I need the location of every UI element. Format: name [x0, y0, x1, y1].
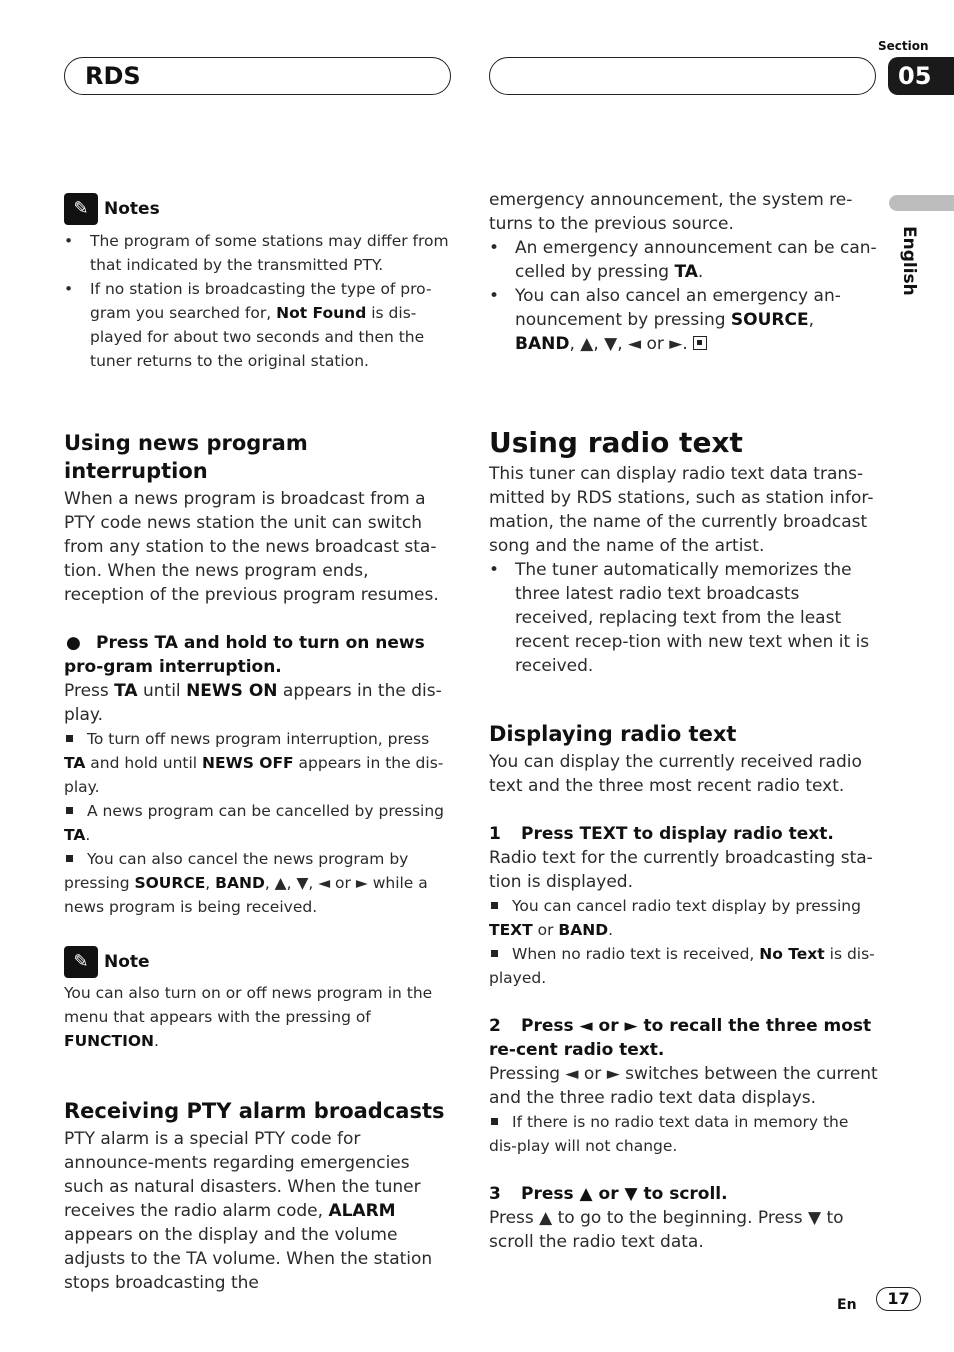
step-2: 2 Press ◄ or ► to recall the three most re-cent radio text.: [489, 1016, 872, 1060]
section-number: 05: [888, 57, 954, 95]
note-header: [64, 945, 454, 979]
list-item: • You can also cancel an emergency an-nouncement by pressing SOURCE, BAND, ▲, ▼, ◄ or ►.: [489, 286, 841, 354]
header-title: RDS: [85, 62, 141, 90]
radio-text-body: This tuner can display radio text data trans-mitted by RDS stations, such as station infor-mation, the name of the currently broadcast song and the name of the artist.: [489, 464, 874, 556]
notes-label: Notes: [104, 199, 160, 219]
right-column: [489, 188, 879, 1254]
notes-header: [64, 192, 454, 226]
list-item: You can also cancel the news program by pressing SOURCE, BAND, ▲, ▼, ◄ or ► while a news program is being received.: [64, 850, 428, 916]
step-2-body: Pressing ◄ or ► switches between the current and the three radio text data displays.: [489, 1064, 878, 1108]
step-2-notes: [489, 1110, 879, 1158]
news-body: When a news program is broadcast from a PTY code news station the unit can switch from any station to the news broadcast sta-tion. When the news program ends, reception of the previous program resumes.: [64, 489, 439, 605]
language-label: English: [899, 226, 919, 296]
radio-text-heading: Using radio text: [489, 426, 743, 459]
list-item: If there is no radio text data in memory the dis-play will not change.: [489, 1113, 849, 1155]
language-tab-marker: [889, 195, 954, 211]
display-heading: Displaying radio text: [489, 722, 737, 746]
list-item: • An emergency announcement can be can-celled by pressing TA.: [489, 238, 877, 282]
news-step: ● Press TA and hold to turn on news pro-gram interruption.: [64, 633, 425, 677]
bullet-dot: ●: [66, 633, 81, 653]
step-1-body: Radio text for the currently broadcasting sta-tion is displayed.: [489, 848, 873, 892]
end-of-section-icon: [693, 336, 707, 350]
list-item: A news program can be cancelled by pressing TA.: [64, 802, 445, 844]
pencil-note-icon: ✎: [64, 946, 98, 978]
note-text: You can also turn on or off news program in the menu that appears with the pressing of FUNCTION.: [64, 984, 433, 1050]
list-item: When no radio text is received, No Text is dis-played.: [489, 945, 875, 987]
alarm-continued: emergency announcement, the system re-turns to the previous source.: [489, 190, 853, 234]
step-1-notes: [489, 894, 879, 990]
section-label: Section: [878, 39, 929, 53]
step-1: 1 Press TEXT to display radio text.: [489, 824, 834, 844]
list-item: • If no station is broadcasting the type of pro-gram you searched for, Not Found is dis-played for about two seconds and then the tuner returns to the original station.: [64, 280, 432, 370]
list-item: • The program of some stations may differ from that indicated by the transmitted PTY.: [64, 232, 449, 274]
notes-list: [64, 229, 454, 373]
alarm-body: PTY alarm is a special PTY code for announce-ments regarding emergencies such as natural disasters. When the tuner receives the radio alarm code, ALARM appears on the display and the volume adjusts to the TA volume. When the station stops broadcasting the: [64, 1129, 433, 1293]
note-label: Note: [104, 952, 150, 972]
display-body: You can display the currently received radio text and the three most recent radio text.: [489, 752, 862, 796]
pencil-note-icon: ✎: [64, 193, 98, 225]
header-title-pill: [64, 57, 451, 95]
header-blank-pill: [489, 57, 876, 95]
news-subnotes: [64, 727, 454, 919]
page-number: 17: [876, 1287, 921, 1311]
list-item: You can cancel radio text display by pressing TEXT or BAND.: [489, 897, 861, 939]
step-3-body: Press ▲ to go to the beginning. Press ▼ to scroll the radio text data.: [489, 1208, 844, 1252]
footer-language: En: [837, 1297, 857, 1313]
alarm-heading: Receiving PTY alarm broadcasts: [64, 1099, 445, 1123]
left-column: [64, 192, 454, 1295]
step-3: 3 Press ▲ or ▼ to scroll.: [489, 1184, 728, 1204]
list-item: To turn off news program interruption, press TA and hold until NEWS OFF appears in the dis-play.: [64, 730, 444, 796]
news-press-instruction: Press TA until NEWS ON appears in the dis-play.: [64, 681, 442, 725]
list-item: • The tuner automatically memorizes the three latest radio text broadcasts received, replacing text from the least recent recep-tion with new text when it is received.: [489, 560, 870, 676]
news-heading: Using news program interruption: [64, 431, 308, 483]
